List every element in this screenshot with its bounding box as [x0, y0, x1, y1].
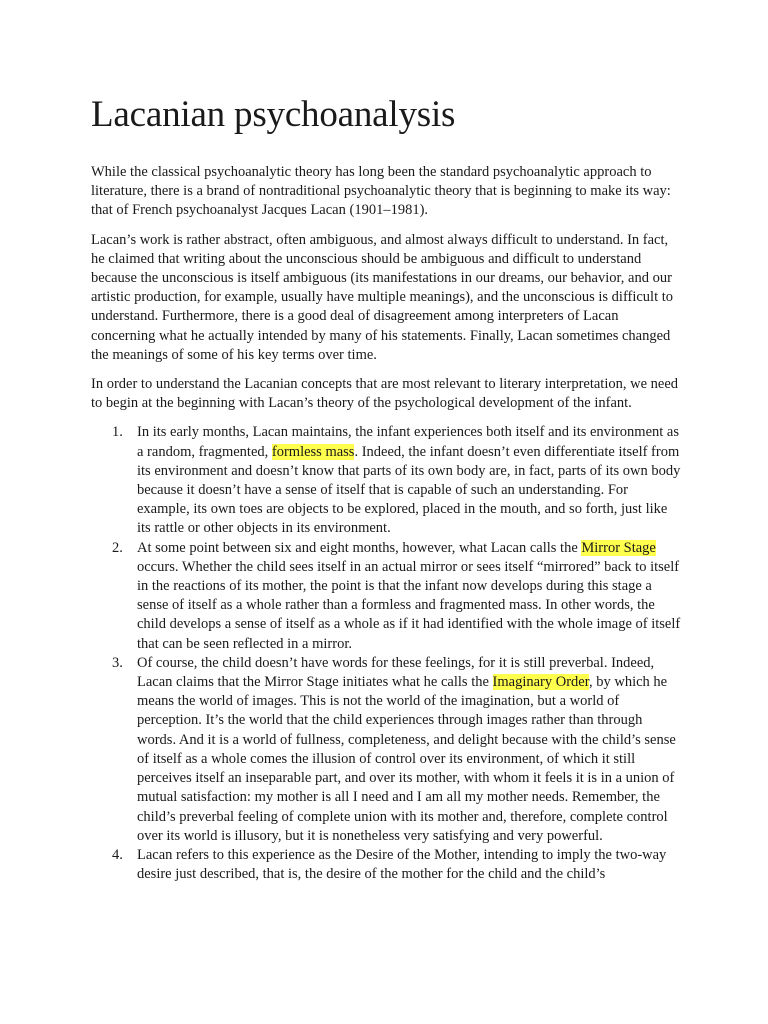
- document-body: [91, 163, 681, 884]
- list-text-after: , by which he means the world of images. This is not the world of the imagination, but a world of perception. It’s the world that the child experiences through images rather than through words. And it is a world of fullness, completeness, and delight because with the child’s sense of itself as a whole comes the illusion of control over its environment, of which it still perceives itself an inseparable part, and over its mother, with whom it feels it is in a union of mutual satisfaction: my mother is all I need and I am all my mother needs. Remember, the child’s preverbal feeling of complete union with its mother and, therefore, complete control over its world is illusory, but it is nonetheless very satisfying and very powerful.: [137, 674, 676, 844]
- list-number: 3.: [112, 654, 123, 671]
- list-item: [91, 846, 681, 884]
- list-text-before: In its early months, Lacan maintains, the infant experiences both itself and its environment as a random, fragmented,: [137, 424, 679, 460]
- list-text-before: At some point between six and eight months, however, what Lacan calls the: [137, 539, 582, 556]
- list-item: [91, 654, 681, 846]
- paragraph-lacan-work: Lacan’s work is rather abstract, often ambiguous, and almost always difficult to understand. In fact, he claimed that writing about the unconscious should be ambiguous and difficult to understand because the unconscious is itself ambiguous (its manifestations in our dreams, our behavior, and our artistic production, for example, usually have multiple meanings), and the unconscious is difficult to understand. Furthermore, there is a good deal of disagreement among interpreters of Lacan concerning what he actually intended by many of his statements. Finally, Lacan sometimes changed the meanings of some of his key terms over time.: [91, 231, 674, 363]
- highlight-imaginary-order: Imaginary Order: [492, 674, 589, 691]
- highlight-mirror-stage: Mirror Stage: [581, 539, 656, 556]
- list-item: [91, 423, 681, 538]
- page-title: Lacanian psychoanalysis: [91, 94, 456, 135]
- paragraph-infant-development: In order to understand the Lacanian concepts that are most relevant to literary interpretation, we need to begin at the beginning with Lacan’s theory of the psychological development of the infant.: [91, 376, 679, 412]
- list-text-after: occurs. Whether the child sees itself in an actual mirror or sees itself “mirrored” back to itself in the reactions of its mother, the point is that the infant now develops during this stage a sense of itself as a whole rather than a formless and fragmented mass. In other words, the child develops a sense of itself as a whole as if it had identified with the whole image of itself that can be seen reflected in a mirror.: [137, 558, 681, 652]
- paragraph-intro: While the classical psychoanalytic theory has long been the standard psychoanalytic approach to literature, there is a brand of nontraditional psychoanalytic theory that is beginning to make its way: that of French psychoanalyst Jacques Lacan (1901–1981).: [91, 164, 671, 219]
- development-stages-list: [91, 423, 681, 884]
- list-number: 4.: [112, 846, 123, 863]
- list-item: [91, 539, 681, 654]
- list-text-before: Of course, the child doesn’t have words for these feelings, for it is still preverbal. Indeed, Lacan claims that the Mirror Stage initiates what he calls the: [137, 654, 655, 691]
- list-number: 1.: [112, 424, 123, 441]
- highlight-formless-mass: formless mass: [271, 443, 355, 460]
- list-number: 2.: [112, 539, 123, 556]
- list-text-before: Lacan refers to this experience as the Desire of the Mother, intending to imply the two-way desire just described, that is, the desire of the mother for the child and the child’s: [137, 846, 667, 883]
- list-text-after: . Indeed, the infant doesn’t even differentiate itself from its environment and doesn’t know that parts of its own body are, in fact, parts of its own body because it doesn’t have a sense of itself that is capable of such an understanding. For example, its own toes are objects to be explored, placed in the mouth, and so forth, just like its rattle or other objects in its environment.: [137, 443, 681, 537]
